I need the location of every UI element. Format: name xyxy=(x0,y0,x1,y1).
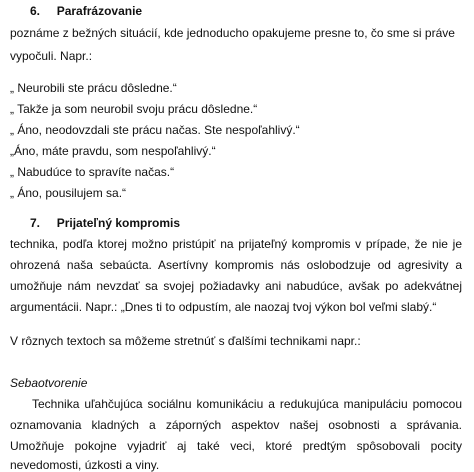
sebaotvorenie-line: Umožňuje pokojne vyjadriť aj také veci, ktoré predtým spôsobovali pocity xyxy=(10,439,462,453)
example-quote: „ Áno, neodovzdali ste prácu načas. Ste nespoľahlivý.“ xyxy=(10,123,300,137)
section-6-title: Parafrázovanie xyxy=(56,4,143,18)
sebaotvorenie-line: nevedomosti, úzkosti a viny. xyxy=(10,458,160,472)
section-7-line: technika, podľa ktorej možno pristúpiť na prijateľný kompromis v prípade, že nie je xyxy=(10,237,462,251)
sebaotvorenie-line: oznamovania kladných a záporných aspektov našej osobnosti a správania. xyxy=(10,418,462,432)
section-6-heading xyxy=(30,4,142,18)
section-7-number: 7. xyxy=(30,216,41,230)
example-quote: „ Nabudúce to spravíte načas.“ xyxy=(10,165,175,179)
example-quote: „ Áno, pousilujem sa.“ xyxy=(10,186,127,200)
section-7-line: umožňuje nám nevzdať sa svojej požiadavky ani nabudúce, avšak po adekvátnej xyxy=(10,279,462,293)
example-quote: „Áno, máte pravdu, som nespoľahlivý.“ xyxy=(10,144,216,158)
section-6-intro-line-1: poznáme z bežných situácií, kde jednoducho opakujeme presne to, čo sme si práve xyxy=(10,26,455,40)
sebaotvorenie-line: Technika uľahčujúca sociálnu komunikáciu a redukujúca manipuláciu pomocou xyxy=(32,397,462,411)
other-techniques-text: V rôznych textoch sa môžeme stretnúť s ďalšími technikami napr.: xyxy=(10,334,361,348)
section-6-intro-line-2: vypočuli. Napr.: xyxy=(10,49,93,63)
section-6-number: 6. xyxy=(30,4,41,18)
example-quote: „ Takže ja som neurobil svoju prácu dôsledne.“ xyxy=(10,102,258,116)
section-7-line: argumentácii. Napr.: „Dnes ti to odpustím, ale naozaj tvoj výkon bol veľmi slabý.“ xyxy=(10,300,437,314)
example-quote: „ Neurobili ste prácu dôsledne.“ xyxy=(10,81,177,95)
section-7-title: Prijateľný kompromis xyxy=(56,216,181,230)
section-7-heading xyxy=(30,216,180,230)
section-7-line: ohrozená naša sebaúcta. Asertívny kompromis nás oslobodzuje od agresivity a xyxy=(10,258,462,272)
sebaotvorenie-title: Sebaotvorenie xyxy=(10,376,88,390)
